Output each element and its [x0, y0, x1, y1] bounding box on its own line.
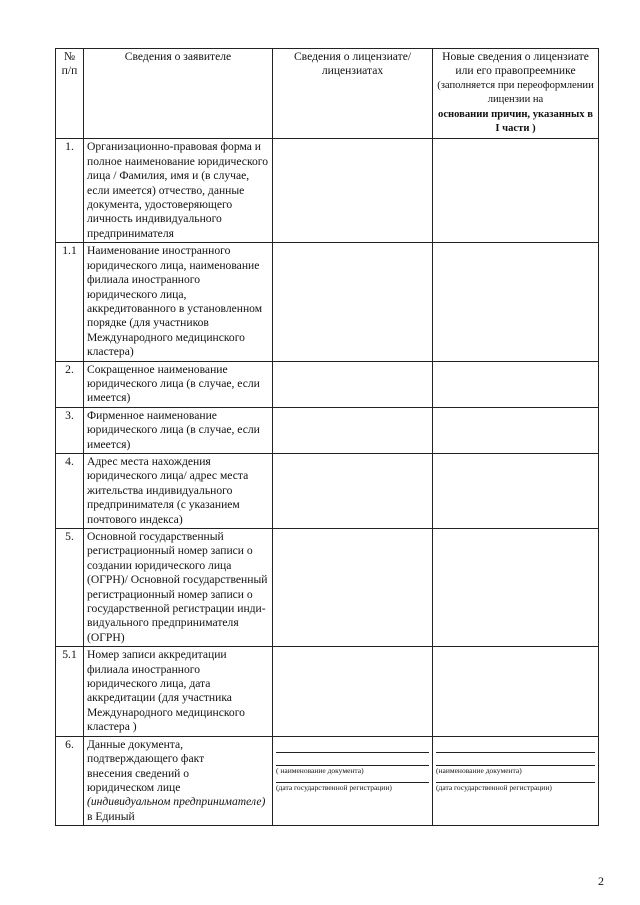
- licensee-cell[interactable]: [273, 529, 433, 647]
- new-info-cell[interactable]: [433, 529, 599, 647]
- licensee-cell[interactable]: [273, 361, 433, 407]
- table-row: [56, 407, 599, 453]
- licensee-cell[interactable]: [273, 139, 433, 243]
- new-doc-caption: (наименование документа): [436, 765, 522, 775]
- row6-text-line: юридическом лице: [87, 780, 181, 794]
- row-applicant-text: Адрес места нахождения юридического лица/ адрес места жительства индивидуального предпринимателя (с указанием почтового индекса): [84, 453, 273, 528]
- row-number: 3.: [56, 407, 84, 453]
- row6-text-tail: в Единый: [87, 809, 135, 823]
- header-new-info-title: Новые сведения о лицензиате или его правопреемнике: [442, 50, 589, 78]
- header-licensee: Сведения о лицензиате/ лицензиатах: [273, 49, 433, 139]
- row-number: 4.: [56, 453, 84, 528]
- licensee-date-field[interactable]: [276, 782, 429, 793]
- licensee-cell[interactable]: [273, 453, 433, 528]
- new-info-cell[interactable]: [433, 407, 599, 453]
- row6-text-line: Данные документа,: [87, 737, 184, 751]
- header-number-symbol: №: [63, 50, 76, 63]
- row-number: 6.: [56, 736, 84, 825]
- row-number: 2.: [56, 361, 84, 407]
- new-info-cell[interactable]: [433, 361, 599, 407]
- row6-text-italic: (индивидуальном предпринимателе): [87, 795, 266, 809]
- licensee-date-caption: (дата государственной регистрации): [276, 782, 392, 792]
- row-number: 5.1: [56, 647, 84, 736]
- header-row: [56, 49, 599, 139]
- new-info-cell[interactable]: [433, 647, 599, 736]
- header-new-info-note: (заполняется при переоформлении лицензии на: [437, 79, 594, 106]
- row6-text-line: подтверждающего факт: [87, 752, 205, 766]
- licensee-cell[interactable]: [273, 243, 433, 361]
- row-number: 1.1: [56, 243, 84, 361]
- new-info-cell[interactable]: [433, 243, 599, 361]
- new-info-cell[interactable]: [433, 453, 599, 528]
- table-row: [56, 647, 599, 736]
- row-applicant-text: [84, 736, 273, 825]
- new-info-cell: [433, 736, 599, 825]
- header-number-label: п/п: [61, 64, 78, 78]
- row6-text-line: внесения сведений о: [87, 766, 190, 780]
- row-number: 1.: [56, 139, 84, 243]
- row-applicant-text: Сокращенное наименование юридического лица (в случае, если имеется): [84, 361, 273, 407]
- header-number: [56, 49, 84, 139]
- new-date-caption: (дата государственной регистрации): [436, 782, 552, 792]
- row-number: 5.: [56, 529, 84, 647]
- header-applicant: Сведения о заявителе: [84, 49, 273, 139]
- new-info-cell[interactable]: [433, 139, 599, 243]
- new-date-field[interactable]: [436, 782, 595, 793]
- licensee-doc-caption: ( наименование документа): [276, 765, 364, 775]
- row-applicant-text: Наименование иностранного юридического лица, наименование филиала иностранного юридического лица, аккредитованного в установленном порядке (для участников Международного медицинского кластера): [84, 243, 273, 361]
- table-row: [56, 139, 599, 243]
- licensee-cell[interactable]: [273, 647, 433, 736]
- table-row: [56, 361, 599, 407]
- row-applicant-text: Фирменное наименование юридического лица (в случае, если имеется): [84, 407, 273, 453]
- licensing-info-table: [55, 48, 599, 826]
- licensee-cell: [273, 736, 433, 825]
- table-row: [56, 529, 599, 647]
- header-new-info: [433, 49, 599, 139]
- table-row: [56, 453, 599, 528]
- header-new-info-reason: основании причин, указанных в I части ): [438, 108, 593, 135]
- row-applicant-text: Основной государственный регистрационный номер записи о создании юридического лица (ОГРН)/ Основной государственный регистрационный номер записи о государственной регистрации инди-видуального предпринимателя (ОГРН): [84, 529, 273, 647]
- page-number: 2: [598, 874, 604, 888]
- licensee-doc-name-field[interactable]: [276, 752, 429, 776]
- table-row: [56, 243, 599, 361]
- row-applicant-text: Организационно-правовая форма и полное наименование юридического лица / Фамилия, имя и (в случае, если имеется) отчество, данные документа, удостоверяющего личность индивидуального предпринимателя: [84, 139, 273, 243]
- table-row-6: [56, 736, 599, 825]
- licensee-cell[interactable]: [273, 407, 433, 453]
- row-applicant-text: Номер записи аккредитации филиала иностранного юридического лица, дата аккредитации (для участника Международного медицинского кластера ): [84, 647, 273, 736]
- new-doc-name-field[interactable]: [436, 752, 595, 776]
